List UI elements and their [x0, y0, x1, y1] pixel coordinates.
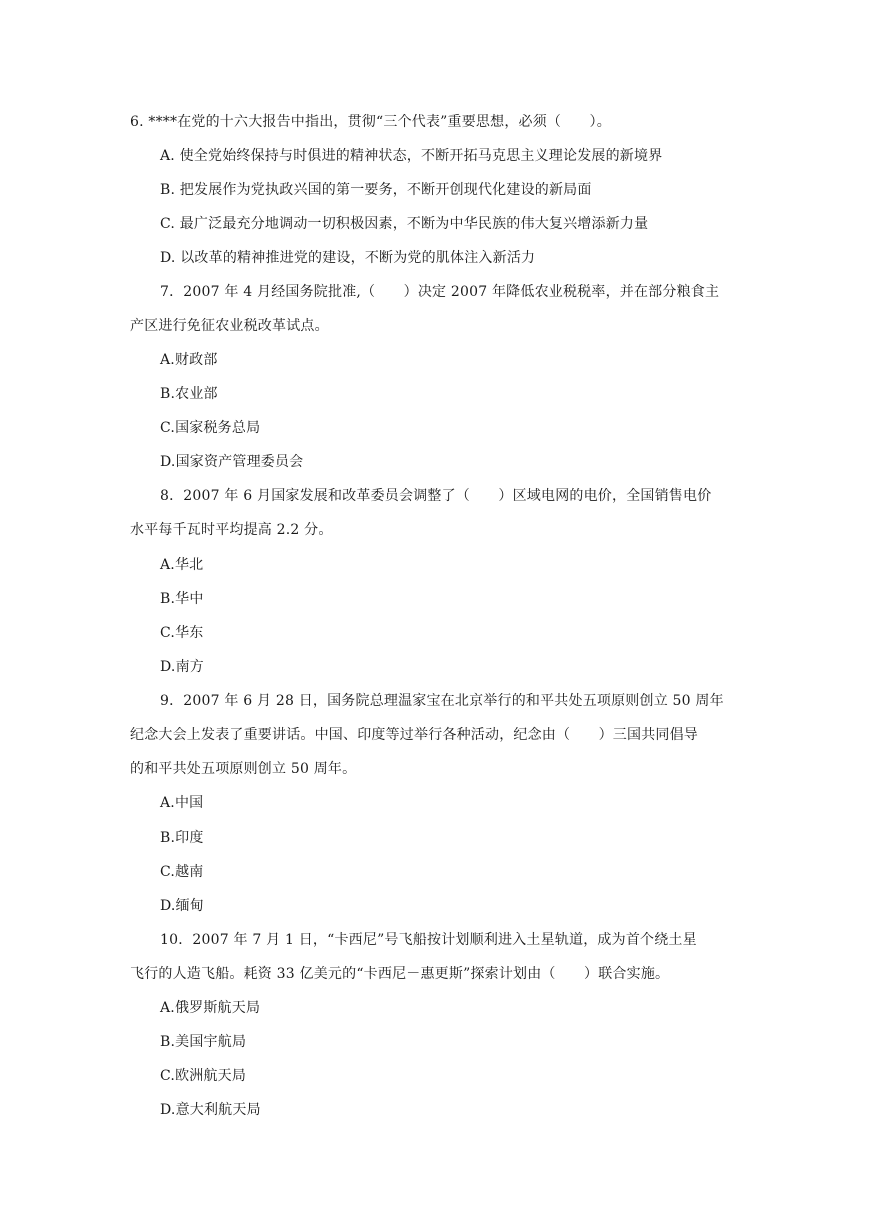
question-8-option-c: C.华东 — [160, 625, 204, 641]
question-7-option-c: C.国家税务总局 — [160, 420, 261, 436]
question-9-text-line-3: 的和平共处五项原则创立 50 周年。 — [130, 761, 357, 777]
question-7-option-a: A.财政部 — [160, 352, 218, 368]
question-8-option-a: A.华北 — [160, 557, 204, 573]
question-9-option-a: A.中国 — [160, 795, 204, 811]
question-8-text-line-2: 水平每千瓦时平均提高 2.2 分。 — [130, 522, 333, 538]
question-9-option-d: D.缅甸 — [160, 898, 204, 914]
question-9-option-b: B.印度 — [160, 830, 204, 846]
question-10-option-c: C.欧洲航天局 — [160, 1068, 247, 1084]
question-6-option-d: D. 以改革的精神推进党的建设，不断为党的肌体注入新活力 — [160, 250, 536, 266]
question-10-option-d: D.意大利航天局 — [160, 1102, 261, 1118]
question-7-option-b: B.农业部 — [160, 386, 218, 402]
question-7-option-d: D.国家资产管理委员会 — [160, 454, 304, 470]
question-6-option-a: A. 使全党始终保持与时俱进的精神状态，不断开拓马克思主义理论发展的新境界 — [160, 148, 663, 164]
question-10-option-a: A.俄罗斯航天局 — [160, 1000, 261, 1016]
question-10-text-line-2: 飞行的人造飞船。耗资 33 亿美元的“卡西尼－惠更斯”探索计划由（ ）联合实施。 — [130, 966, 670, 982]
question-8-option-b: B.华中 — [160, 591, 204, 607]
question-10-text-line-1: 10．2007 年 7 月 1 日，“卡西尼”号飞船按计划顺利进入土星轨道，成为首个绕土星 — [160, 932, 697, 948]
question-7-text-line-2: 产区进行免征农业税改革试点。 — [130, 318, 329, 334]
question-6-option-b: B. 把发展作为党执政兴国的第一要务，不断开创现代化建设的新局面 — [160, 182, 592, 198]
question-9-option-c: C.越南 — [160, 864, 204, 880]
question-9-text-line-1: 9．2007 年 6 月 28 日，国务院总理温家宝在北京举行的和平共处五项原则创立 50 周年 — [160, 693, 724, 709]
question-8-text-line-1: 8．2007 年 6 月国家发展和改革委员会调整了（ ）区域电网的电价，全国销售电价 — [160, 488, 712, 504]
question-10-option-b: B.美国宇航局 — [160, 1034, 247, 1050]
question-6-text: 6. ****在党的十六大报告中指出，贯彻“三个代表”重要思想，必须（ ）。 — [130, 114, 611, 130]
question-7-text-line-1: 7．2007 年 4 月经国务院批准,（ ）决定 2007 年降低农业税税率，并在部分粮食主 — [160, 284, 720, 300]
question-8-option-d: D.南方 — [160, 659, 204, 675]
question-9-text-line-2: 纪念大会上发表了重要讲话。中国、印度等过举行各种活动，纪念由（ ）三国共同倡导 — [130, 727, 698, 743]
question-6-option-c: C. 最广泛最充分地调动一切积极因素，不断为中华民族的伟大复兴增添新力量 — [160, 216, 649, 232]
